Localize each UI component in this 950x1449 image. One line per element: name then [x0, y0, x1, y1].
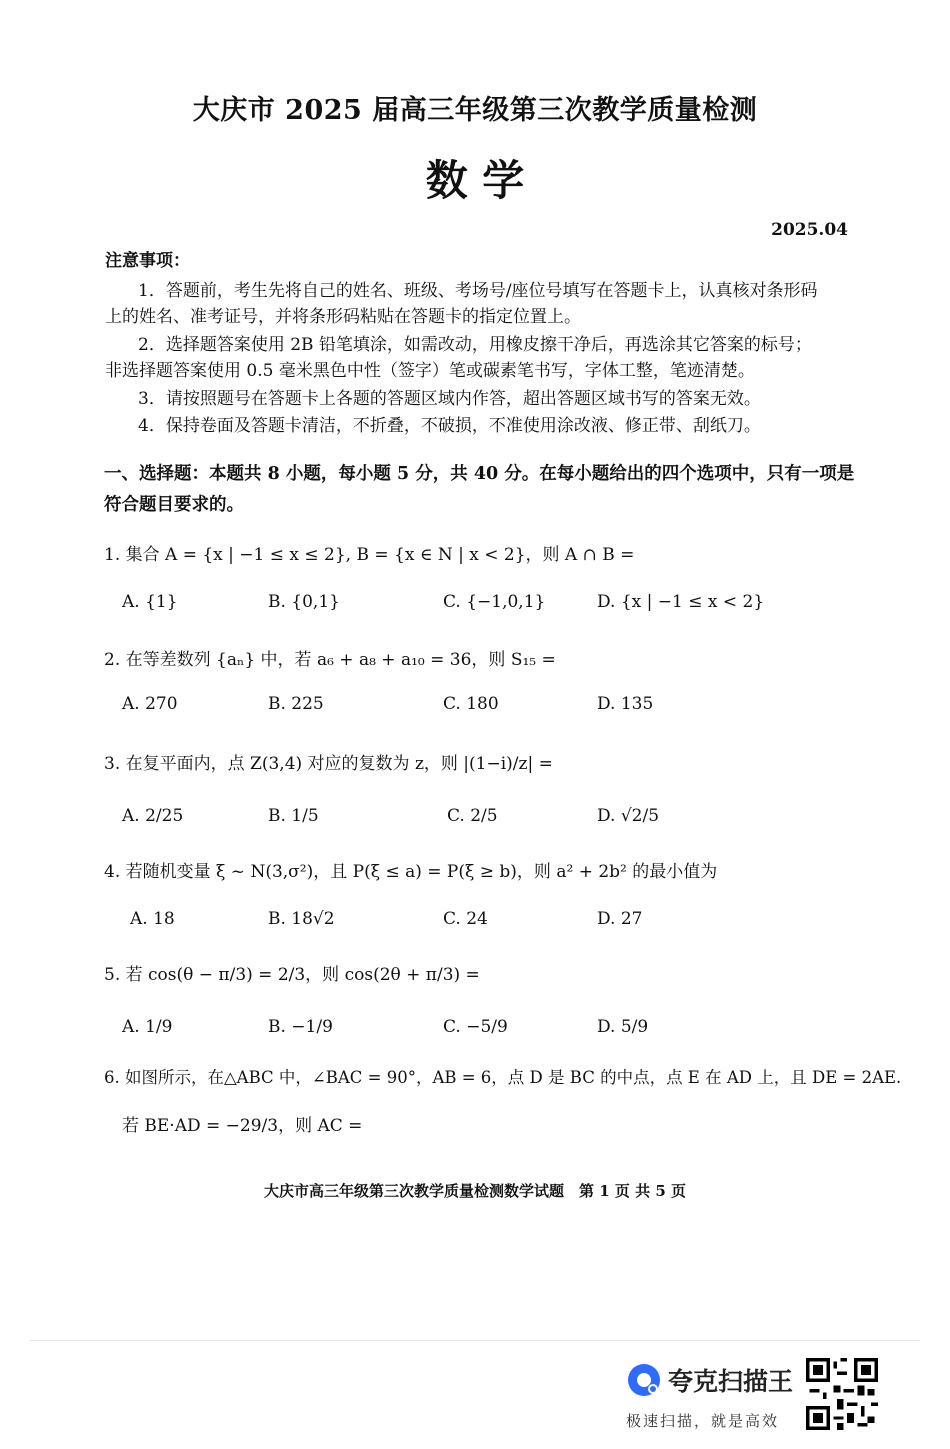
question-5-option-a: A. 1/9: [122, 1017, 173, 1037]
footer-divider: [30, 1340, 920, 1341]
notice-line-2a: 2．选择题答案使用 2B 铅笔填涂，如需改动，用橡皮擦干净后，再选涂其它答案的标号；: [138, 335, 812, 355]
exam-title: 大庆市 2025 届高三年级第三次教学质量检测: [192, 95, 758, 126]
question-1-option-a: A. {1}: [122, 592, 178, 612]
question-3-option-d: D. √2/5: [597, 806, 660, 826]
question-4-option-c: C. 24: [443, 909, 488, 929]
notice-line-3: 3．请按照题号在答题卡上各题的答题区域内作答，超出答题区域书写的答案无效。: [138, 389, 761, 409]
question-3-option-c: C. 2/5: [447, 806, 498, 826]
question-4-option-b: B. 18√2: [268, 909, 335, 929]
question-2-option-a: A. 270: [122, 694, 178, 714]
question-3-option-a: A. 2/25: [122, 806, 184, 826]
qr-code-icon: [806, 1358, 878, 1430]
subject-title: 数 学: [425, 156, 525, 205]
question-1-option-b: B. {0,1}: [268, 592, 340, 612]
question-2-stem: 2. 在等差数列 {aₙ} 中，若 a₆ + a₈ + a₁₀ = 36，则 S₁₅ =: [104, 650, 556, 670]
question-2-option-c: C. 180: [443, 694, 499, 714]
question-5-option-b: B. −1/9: [268, 1017, 333, 1037]
page-footer: 大庆市高三年级第三次教学质量检测数学试题 第 1 页 共 5 页: [264, 1182, 686, 1200]
question-2-option-d: D. 135: [597, 694, 654, 714]
notice-line-4: 4．保持卷面及答题卡清洁，不折叠，不破损，不准使用涂改液、修正带、刮纸刀。: [138, 416, 761, 436]
question-1-option-c: C. {−1,0,1}: [443, 592, 546, 612]
question-6-stem-2: 若 BE·AD = −29/3，则 AC =: [122, 1116, 363, 1136]
question-1-option-d: D. {x | −1 ≤ x < 2}: [597, 592, 765, 612]
question-6-stem: 6. 如图所示，在△ABC 中，∠BAC = 90°，AB = 6，点 D 是 BC 的中点，点 E 在 AD 上，且 DE = 2AE.: [104, 1068, 902, 1087]
question-4-stem: 4. 若随机变量 ξ ~ N(3,σ²)，且 P(ξ ≤ a) = P(ξ ≥ b)，则 a² + 2b² 的最小值为: [104, 862, 718, 882]
scanner-brand: 夸克扫描王: [668, 1367, 794, 1396]
question-4-option-d: D. 27: [597, 909, 643, 929]
question-1-stem: 1. 集合 A = {x | −1 ≤ x ≤ 2}, B = {x ∈ N | x < 2}，则 A ∩ B =: [104, 545, 635, 565]
question-5-option-d: D. 5/9: [597, 1017, 649, 1037]
question-5-option-c: C. −5/9: [443, 1017, 508, 1037]
section-heading-line-1: 一、选择题：本题共 8 小题，每小题 5 分，共 40 分。在每小题给出的四个选项中，只有一项是: [104, 464, 855, 484]
question-3-stem: 3. 在复平面内，点 Z(3,4) 对应的复数为 z，则 |(1−i)/z| =: [104, 754, 553, 774]
question-2-option-b: B. 225: [268, 694, 324, 714]
notice-line-2b: 非选择题答案使用 0.5 毫米黑色中性（签字）笔或碳素笔书写，字体工整，笔迹清楚。: [105, 361, 755, 381]
notice-line-1a: 1．答题前，考生先将自己的姓名、班级、考场号/座位号填写在答题卡上，认真核对条形码: [138, 281, 818, 301]
question-4-option-a: A. 18: [130, 909, 175, 929]
notice-heading: 注意事项：: [105, 251, 190, 271]
scanner-slogan: 极速扫描，就是高效: [626, 1412, 780, 1430]
exam-date: 2025.04: [771, 220, 848, 240]
section-heading-line-2: 符合题目要求的。: [104, 495, 244, 515]
question-5-stem: 5. 若 cos(θ − π/3) = 2/3，则 cos(2θ + π/3) =: [104, 965, 480, 985]
question-3-option-b: B. 1/5: [268, 806, 319, 826]
notice-line-1b: 上的姓名、准考证号，并将条形码粘贴在答题卡的指定位置上。: [105, 307, 581, 327]
